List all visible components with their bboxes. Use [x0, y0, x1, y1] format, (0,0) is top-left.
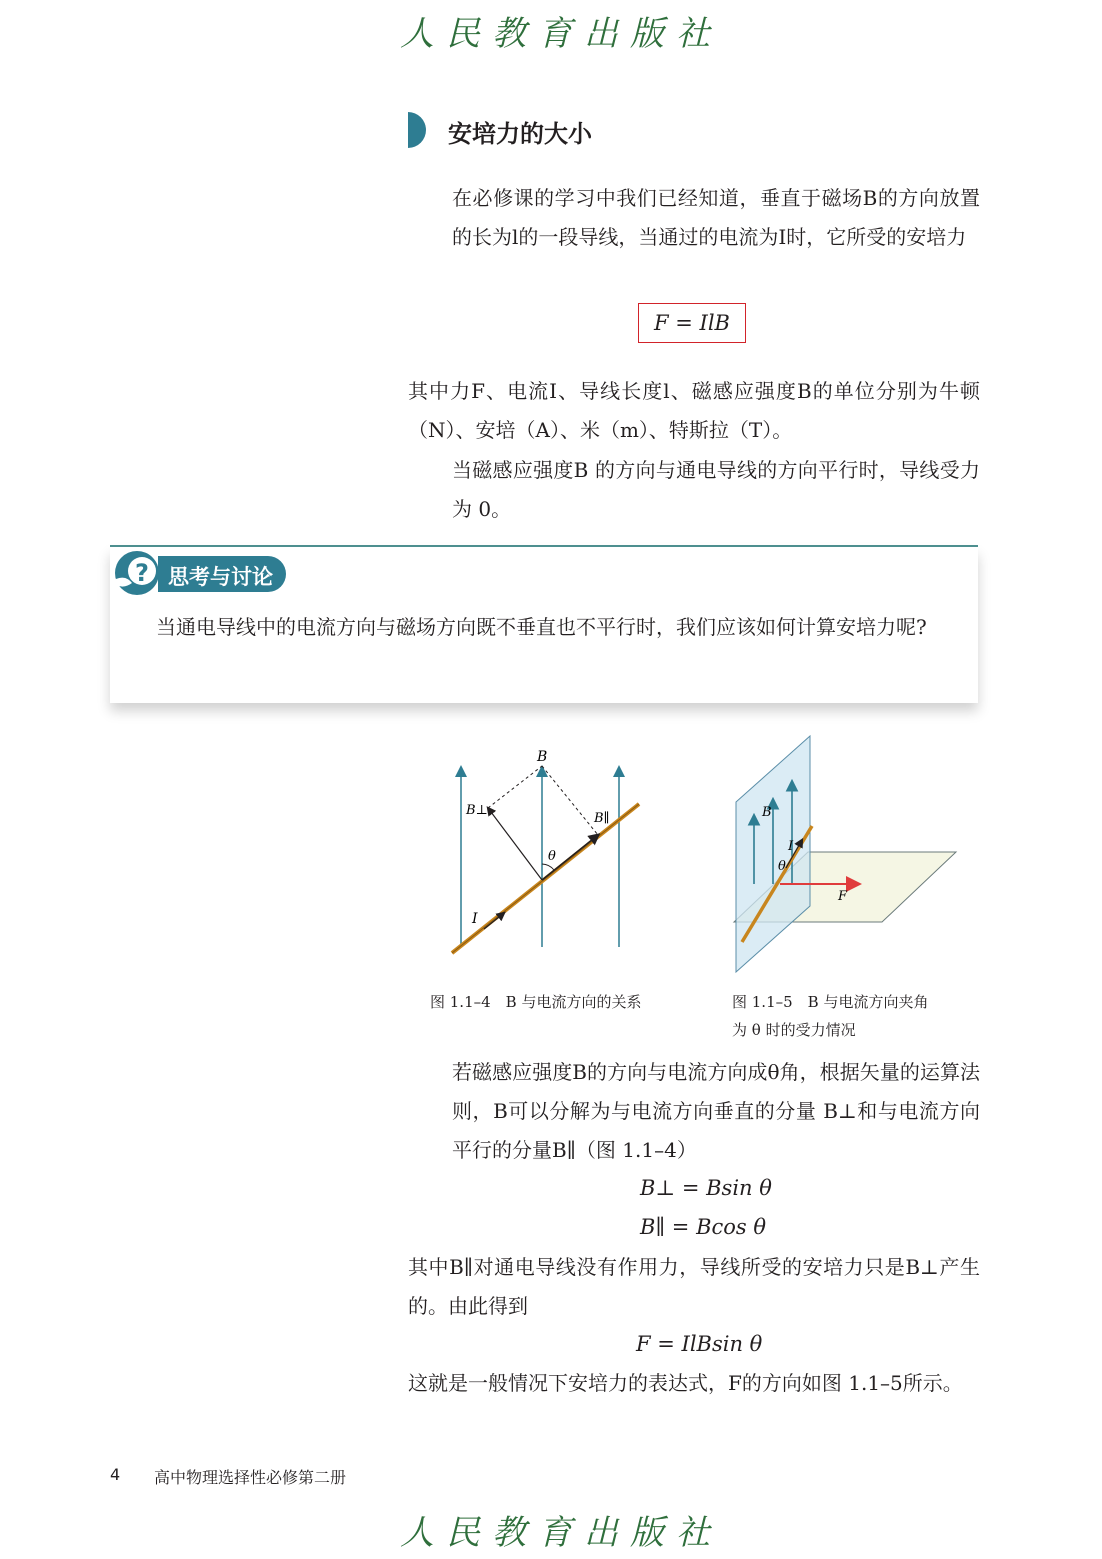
- figure-1-1-5-caption-2: 为 θ 时的受力情况: [732, 1021, 856, 1039]
- figure-1-1-4-caption: 图 1.1–4 B 与电流方向的关系: [430, 993, 642, 1011]
- think-discuss-rule: [110, 545, 978, 547]
- svg-text:?: ?: [135, 559, 149, 587]
- label-F-5: F: [838, 889, 848, 904]
- wire-edge: [452, 804, 639, 953]
- paragraph-1-text: 在必修课的学习中我们已经知道，垂直于磁场B的方向放置的长为l的一段导线，当通过的电流为I时，它所受的安培力: [452, 186, 980, 249]
- formula-ampere-force: F = IlB: [638, 303, 746, 343]
- label-Bperp: B⊥: [466, 803, 488, 818]
- publisher-logo-text: 人民教育出版社: [400, 14, 722, 54]
- paragraph-5: 其中B∥对通电导线没有作用力，导线所受的安培力只是B⊥产生的。由此得到: [408, 1255, 980, 1318]
- current-arrow: [484, 913, 504, 929]
- paragraph-3: [408, 451, 980, 529]
- paragraph-6: 这就是一般情况下安培力的表达式，F的方向如图 1.1–5所示。: [408, 1371, 963, 1395]
- label-I-5: I: [788, 839, 794, 854]
- paragraph-2: 其中力F、电流I、导线长度l、磁感应强度B的单位分别为牛顿（N）、安培（A）、米（m）、特斯拉（T）。: [408, 379, 980, 442]
- figure-1-1-4: [440, 742, 660, 964]
- figure-1-1-5-caption-1: 图 1.1–5 B 与电流方向夹角: [732, 993, 929, 1011]
- dashed-right: [542, 766, 598, 835]
- label-I: I: [472, 911, 478, 927]
- equation-b-par: B∥ = Bcos θ: [640, 1215, 767, 1239]
- dashed-left: [488, 766, 542, 808]
- paragraph-4-text: 若磁感应强度B的方向与电流方向成θ角，根据矢量的运算法则，B可以分解为与电流方向垂直的分量 B⊥和与电流方向平行的分量B∥（图 1.1–4）: [452, 1060, 980, 1162]
- think-discuss-title: 思考与讨论: [168, 565, 273, 589]
- figure-1-1-5: [730, 734, 960, 976]
- paragraph-4: [408, 1053, 980, 1170]
- think-discuss-question: 当通电导线中的电流方向与磁场方向既不垂直也不平行时，我们应该如何计算安培力呢?: [156, 615, 927, 639]
- publisher-logo-text-bottom: 人民教育出版社: [400, 1513, 722, 1553]
- question-head-icon: [112, 549, 162, 597]
- label-theta-5: θ: [778, 859, 786, 874]
- label-B-5: B: [762, 805, 772, 820]
- label-theta: θ: [548, 849, 556, 864]
- label-Bpar: B∥: [594, 811, 610, 826]
- paragraph-1: [408, 179, 980, 257]
- section-marker-icon: [408, 112, 426, 148]
- label-B: B: [537, 749, 548, 765]
- page-number: 4: [110, 1465, 121, 1484]
- publisher-logo-top: [400, 6, 722, 56]
- b-perp-vector: [488, 808, 542, 880]
- think-discuss-text: [114, 608, 958, 646]
- paragraph-3-text: 当磁感应强度B 的方向与通电导线的方向平行时，导线受力为 0。: [452, 458, 980, 521]
- publisher-logo-bottom: [400, 1505, 722, 1555]
- book-title: 高中物理选择性必修第二册: [154, 1468, 347, 1487]
- equation-general-force: F = IlBsin θ: [636, 1332, 763, 1356]
- section-title: 安培力的大小: [448, 120, 592, 148]
- equation-b-perp: B⊥ = Bsin θ: [640, 1176, 772, 1200]
- theta-arc: [542, 864, 554, 870]
